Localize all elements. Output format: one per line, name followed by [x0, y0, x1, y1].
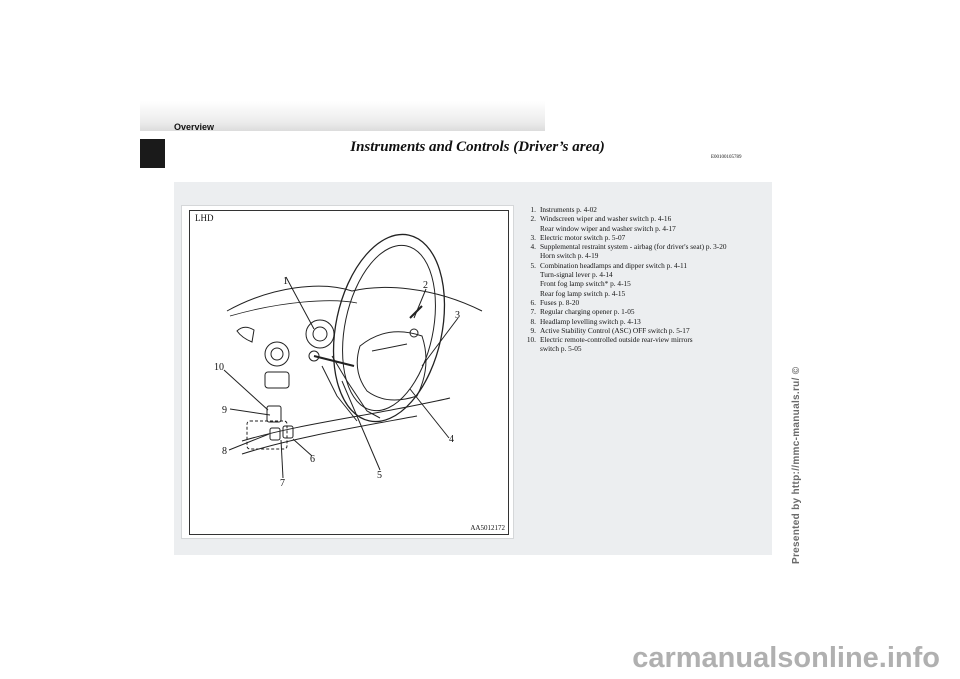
legend-number: 6.	[530, 297, 536, 307]
legend-item	[524, 326, 770, 335]
legend-line: Headlamp levelling switch p. 4-13	[540, 316, 641, 326]
legend-text	[540, 326, 690, 335]
legend-number: 4.	[530, 242, 536, 252]
legend-item	[524, 317, 770, 326]
legend-line: Electric remote-controlled outside rear-view mirrors	[540, 335, 693, 345]
document-code: E00100105789	[711, 155, 742, 160]
legend-number: 5.	[530, 260, 536, 270]
legend-line: Combination headlamps and dipper switch p. 4-11	[540, 260, 688, 270]
legend-text	[540, 335, 693, 354]
legend-line: Instruments p. 4-02	[540, 205, 597, 214]
legend-text	[540, 307, 635, 316]
legend-text	[540, 261, 687, 298]
callout-2: 2	[423, 280, 428, 291]
side-watermark: Presented by http://mmc-manuals.ru/ ©	[791, 366, 802, 564]
dashboard-drawing	[182, 206, 513, 538]
legend-item	[524, 242, 770, 261]
legend-line: Windscreen wiper and washer switch p. 4-16	[540, 214, 672, 224]
legend-text	[540, 233, 625, 242]
callout-1: 1	[283, 276, 288, 287]
legend-text	[540, 298, 579, 307]
legend-line: Horn switch p. 4-19	[540, 251, 599, 261]
legend-line: Rear window wiper and washer switch p. 4-17	[540, 223, 676, 233]
page-title	[0, 139, 960, 156]
legend-line: Electric motor switch p. 5-07	[540, 232, 626, 242]
page-title-text: Instruments and Controls (Driver’s area)	[350, 139, 605, 155]
steering-wheel-hub	[357, 332, 426, 400]
legend-item	[524, 335, 770, 354]
callout-8: 8	[222, 446, 227, 457]
legend-line: Active Stability Control (ASC) OFF switch p. 5-17	[540, 325, 690, 335]
legend-item	[524, 205, 770, 214]
callout-9: 9	[222, 405, 227, 416]
legend-item	[524, 214, 770, 233]
legend-number: 9.	[530, 325, 536, 335]
legend-line: Rear fog lamp switch p. 4-15	[540, 288, 626, 298]
legend-number: 2.	[530, 214, 536, 224]
legend-number: 7.	[530, 307, 536, 317]
legend-line: Supplemental restraint system - airbag (for driver's seat) p. 3-20	[540, 242, 727, 252]
section-label: Overview	[174, 122, 215, 132]
center-vent	[265, 342, 289, 366]
legend-item	[524, 261, 770, 298]
legend-list	[524, 205, 770, 354]
legend-line: Fuses p. 8-20	[540, 297, 580, 307]
legend-text	[540, 317, 641, 326]
legend-item	[524, 307, 770, 316]
legend-number: 8.	[530, 316, 536, 326]
callout-10: 10	[214, 362, 224, 373]
figure-variant-label: LHD	[195, 213, 214, 223]
callout-3: 3	[455, 310, 460, 321]
legend-item	[524, 298, 770, 307]
left-air-vent	[237, 327, 254, 342]
footer-watermark: carmanualsonline.info	[632, 642, 940, 674]
legend-line: Front fog lamp switch* p. 4-15	[540, 279, 631, 289]
legend-line: Turn-signal lever p. 4-14	[540, 270, 613, 280]
callout-5: 5	[377, 470, 382, 481]
legend-text	[540, 214, 676, 233]
dashboard-figure	[181, 205, 514, 539]
callout-6: 6	[310, 454, 315, 465]
legend-number: 10.	[526, 335, 536, 345]
legend-item	[524, 233, 770, 242]
callout-4: 4	[449, 434, 454, 445]
legend-text	[540, 205, 597, 214]
figure-code: AA5012172	[470, 524, 505, 532]
asc-switch	[267, 406, 281, 422]
legend-number: 3.	[530, 232, 536, 242]
instrument-cluster	[306, 320, 334, 348]
legend-number: 1.	[530, 205, 536, 214]
legend-line: switch p. 5-05	[540, 344, 582, 354]
legend-line: Regular charging opener p. 1-05	[540, 307, 635, 317]
legend-text	[540, 242, 727, 261]
callout-7: 7	[280, 478, 285, 489]
